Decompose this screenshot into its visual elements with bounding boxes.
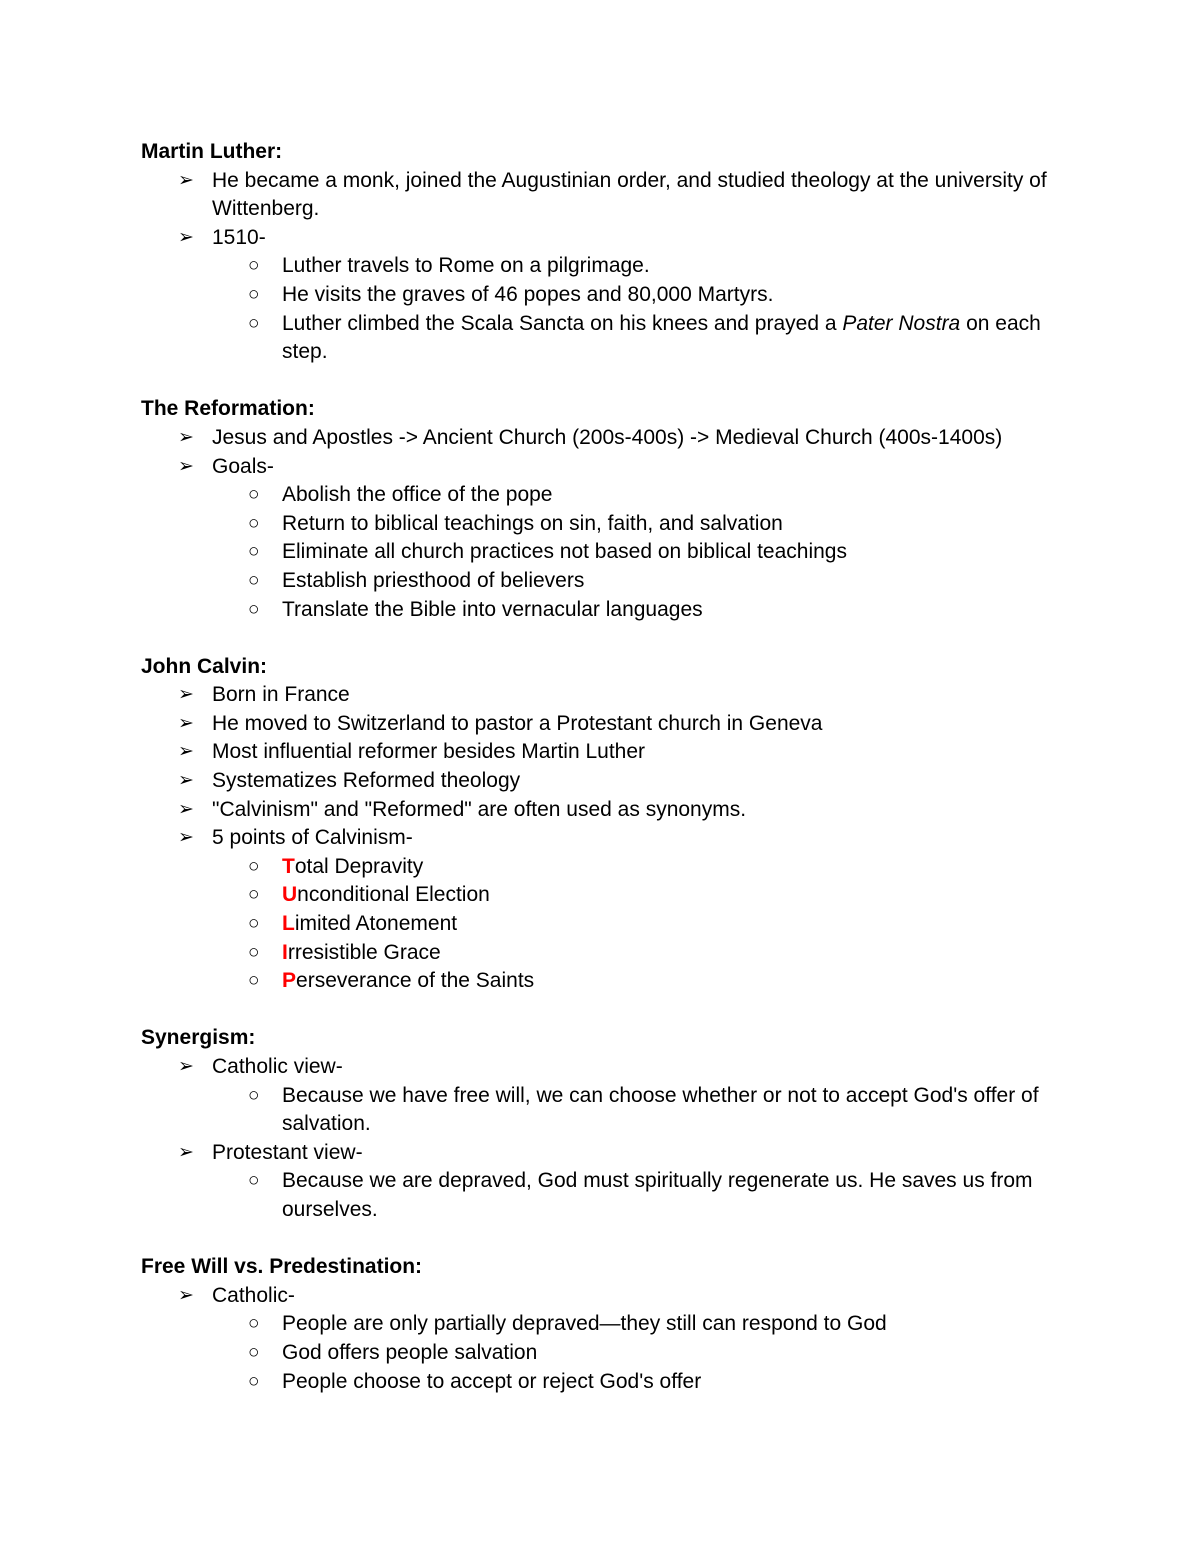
sub-bullet-list	[141, 1310, 1071, 1396]
sub-list-item	[141, 538, 1071, 567]
circle-bullet-icon: ○	[248, 312, 260, 334]
highlighted-initial: U	[282, 883, 298, 907]
tulip-point-rest: rresistible Grace	[287, 940, 441, 964]
sub-list-item	[141, 1082, 1071, 1139]
section-heading: Martin Luther:	[141, 140, 283, 163]
bullet-list	[141, 1282, 1071, 1311]
circle-bullet-icon: ○	[248, 1370, 260, 1392]
arrow-bullet-icon: ➢	[178, 1284, 194, 1306]
arrow-bullet-icon: ➢	[178, 827, 194, 849]
arrow-bullet-icon: ➢	[178, 455, 194, 477]
sub-bullet-list	[141, 853, 1071, 996]
sub-list-item	[141, 939, 1071, 968]
circle-bullet-icon: ○	[248, 1084, 260, 1106]
sub-list-item-text: Because we are depraved, God must spiritually regenerate us. He saves us from ourselves.	[282, 1169, 1033, 1221]
list-item	[141, 824, 1071, 853]
text-part: on each step.	[282, 311, 1041, 364]
section-heading: Free Will vs. Predestination:	[141, 1255, 423, 1279]
highlighted-initial: T	[282, 854, 295, 878]
sub-list-item	[141, 567, 1071, 596]
sub-list-item	[141, 252, 1071, 281]
list-item	[141, 453, 1071, 482]
sub-bullet-list	[141, 481, 1071, 624]
sub-list-item	[141, 967, 1071, 996]
bullet-list	[141, 424, 1071, 481]
sub-list-item-text: Luther travels to Rome on a pilgrimage.	[282, 254, 650, 278]
arrow-bullet-icon: ➢	[178, 770, 194, 792]
arrow-bullet-icon: ➢	[178, 226, 194, 248]
list-item-text: Protestant view-	[212, 1140, 363, 1164]
sub-list-item	[141, 281, 1071, 310]
list-item-text: Born in France	[212, 683, 350, 707]
list-item	[141, 1282, 1071, 1311]
sub-bullet-list	[141, 1167, 1071, 1224]
list-item-text: Jesus and Apostles -> Ancient Church (200s-400s) -> Medieval Church (400s-1400s)	[212, 425, 1003, 449]
circle-bullet-icon: ○	[248, 913, 260, 935]
sub-list-item	[141, 881, 1071, 910]
tulip-point-rest: otal Depravity	[294, 854, 424, 878]
notes-body	[141, 138, 1071, 1396]
section-free-will-vs-predestination	[141, 1253, 1071, 1396]
sub-list-item-text: Establish priesthood of believers	[282, 568, 585, 592]
arrow-bullet-icon: ➢	[178, 798, 194, 820]
circle-bullet-icon: ○	[248, 255, 260, 277]
circle-bullet-icon: ○	[248, 541, 260, 563]
circle-bullet-icon: ○	[248, 512, 260, 534]
arrow-bullet-icon: ➢	[178, 1141, 194, 1163]
list-item	[141, 1053, 1071, 1082]
circle-bullet-icon: ○	[248, 855, 260, 877]
sub-list-item	[141, 510, 1071, 539]
tulip-point	[282, 853, 1071, 882]
arrow-bullet-icon: ➢	[178, 1056, 194, 1077]
tulip-point	[282, 881, 1071, 910]
text-part: Luther climbed the Scala Sancta on his knees and prayed a	[282, 311, 843, 335]
list-item	[141, 1139, 1071, 1168]
list-item-text: "Calvinism" and "Reformed" are often used as synonyms.	[212, 797, 747, 821]
tulip-point-rest: imited Atonement	[294, 912, 458, 936]
circle-bullet-icon: ○	[248, 1341, 260, 1363]
highlighted-initial: L	[282, 912, 295, 936]
circle-bullet-icon: ○	[248, 598, 260, 620]
list-item	[141, 767, 1071, 796]
list-item-text: He moved to Switzerland to pastor a Protestant church in Geneva	[212, 711, 823, 735]
section-synergism	[141, 1024, 1071, 1224]
sub-list-item-text: Abolish the office of the pope	[282, 483, 553, 507]
circle-bullet-icon: ○	[248, 970, 260, 992]
arrow-bullet-icon: ➢	[178, 741, 194, 763]
sub-list-item-text: People are only partially depraved—they still can respond to God	[282, 1312, 887, 1336]
circle-bullet-icon: ○	[248, 884, 260, 906]
circle-bullet-icon: ○	[248, 569, 260, 591]
sub-list-item-text	[282, 310, 1071, 367]
italic-term: Pater Nostra	[842, 311, 961, 335]
circle-bullet-icon: ○	[248, 941, 260, 963]
sub-list-item	[141, 481, 1071, 510]
bullet-list	[141, 1053, 1071, 1082]
list-item	[141, 224, 1071, 253]
arrow-bullet-icon: ➢	[178, 169, 194, 191]
highlighted-initial: I	[282, 940, 288, 964]
circle-bullet-icon: ○	[248, 1313, 260, 1335]
list-item-text: Goals-	[212, 454, 274, 478]
list-item	[141, 796, 1071, 825]
list-item	[141, 424, 1071, 453]
section-the-reformation	[141, 395, 1071, 624]
list-item	[141, 738, 1071, 767]
sub-bullet-list	[141, 252, 1071, 366]
arrow-bullet-icon: ➢	[178, 426, 194, 448]
tulip-point	[282, 967, 1071, 996]
sub-list-item-text: People choose to accept or reject God's offer	[282, 1369, 702, 1393]
section-heading: The Reformation:	[141, 397, 315, 421]
bullet-list	[141, 1139, 1071, 1168]
bullet-list	[141, 681, 1071, 853]
sub-list-item	[141, 1368, 1071, 1397]
tulip-point-rest: nconditional Election	[297, 883, 490, 907]
sub-list-item	[141, 910, 1071, 939]
sub-list-item	[141, 310, 1071, 367]
sub-bullet-list	[141, 1082, 1071, 1139]
sub-list-item-text: He visits the graves of 46 popes and 80,000 Martyrs.	[282, 282, 774, 306]
list-item-text: 5 points of Calvinism-	[212, 826, 413, 850]
sub-list-item-text: Return to biblical teachings on sin, faith, and salvation	[282, 511, 783, 535]
section-heading: John Calvin:	[141, 654, 268, 678]
section-john-calvin	[141, 653, 1071, 996]
sub-list-item-text: God offers people salvation	[282, 1340, 538, 1364]
list-item-text: Catholic-	[212, 1283, 295, 1307]
tulip-point	[282, 939, 1071, 968]
sub-list-item	[141, 1310, 1071, 1339]
list-item-text: 1510-	[212, 225, 266, 249]
list-item-text: Systematizes Reformed theology	[212, 769, 521, 793]
sub-list-item	[141, 1339, 1071, 1368]
tulip-point-rest: erseverance of the Saints	[296, 969, 535, 993]
section-martin-luther	[141, 138, 1071, 367]
circle-bullet-icon: ○	[248, 283, 260, 305]
list-item-text: Catholic view-	[212, 1055, 343, 1078]
sub-list-item	[141, 596, 1071, 625]
list-item	[141, 681, 1071, 710]
sub-list-item	[141, 1167, 1071, 1224]
sub-list-item	[141, 853, 1071, 882]
highlighted-initial: P	[282, 969, 297, 993]
list-item-text: Most influential reformer besides Martin Luther	[212, 740, 646, 764]
bullet-list	[141, 167, 1071, 253]
sub-list-item-text: Because we have free will, we can choose whether or not to accept God's offer of salvation.	[282, 1083, 1039, 1136]
list-item	[141, 710, 1071, 739]
list-item-text: He became a monk, joined the Augustinian order, and studied theology at the university of Wittenberg.	[212, 168, 1047, 221]
list-item	[141, 167, 1071, 224]
circle-bullet-icon: ○	[248, 1170, 260, 1192]
arrow-bullet-icon: ➢	[178, 712, 194, 734]
sub-list-item-text: Translate the Bible into vernacular languages	[282, 597, 703, 621]
tulip-point	[282, 910, 1071, 939]
sub-list-item-text: Eliminate all church practices not based on biblical teachings	[282, 540, 847, 564]
arrow-bullet-icon: ➢	[178, 684, 194, 706]
circle-bullet-icon: ○	[248, 484, 260, 506]
section-heading: Synergism:	[141, 1026, 256, 1050]
